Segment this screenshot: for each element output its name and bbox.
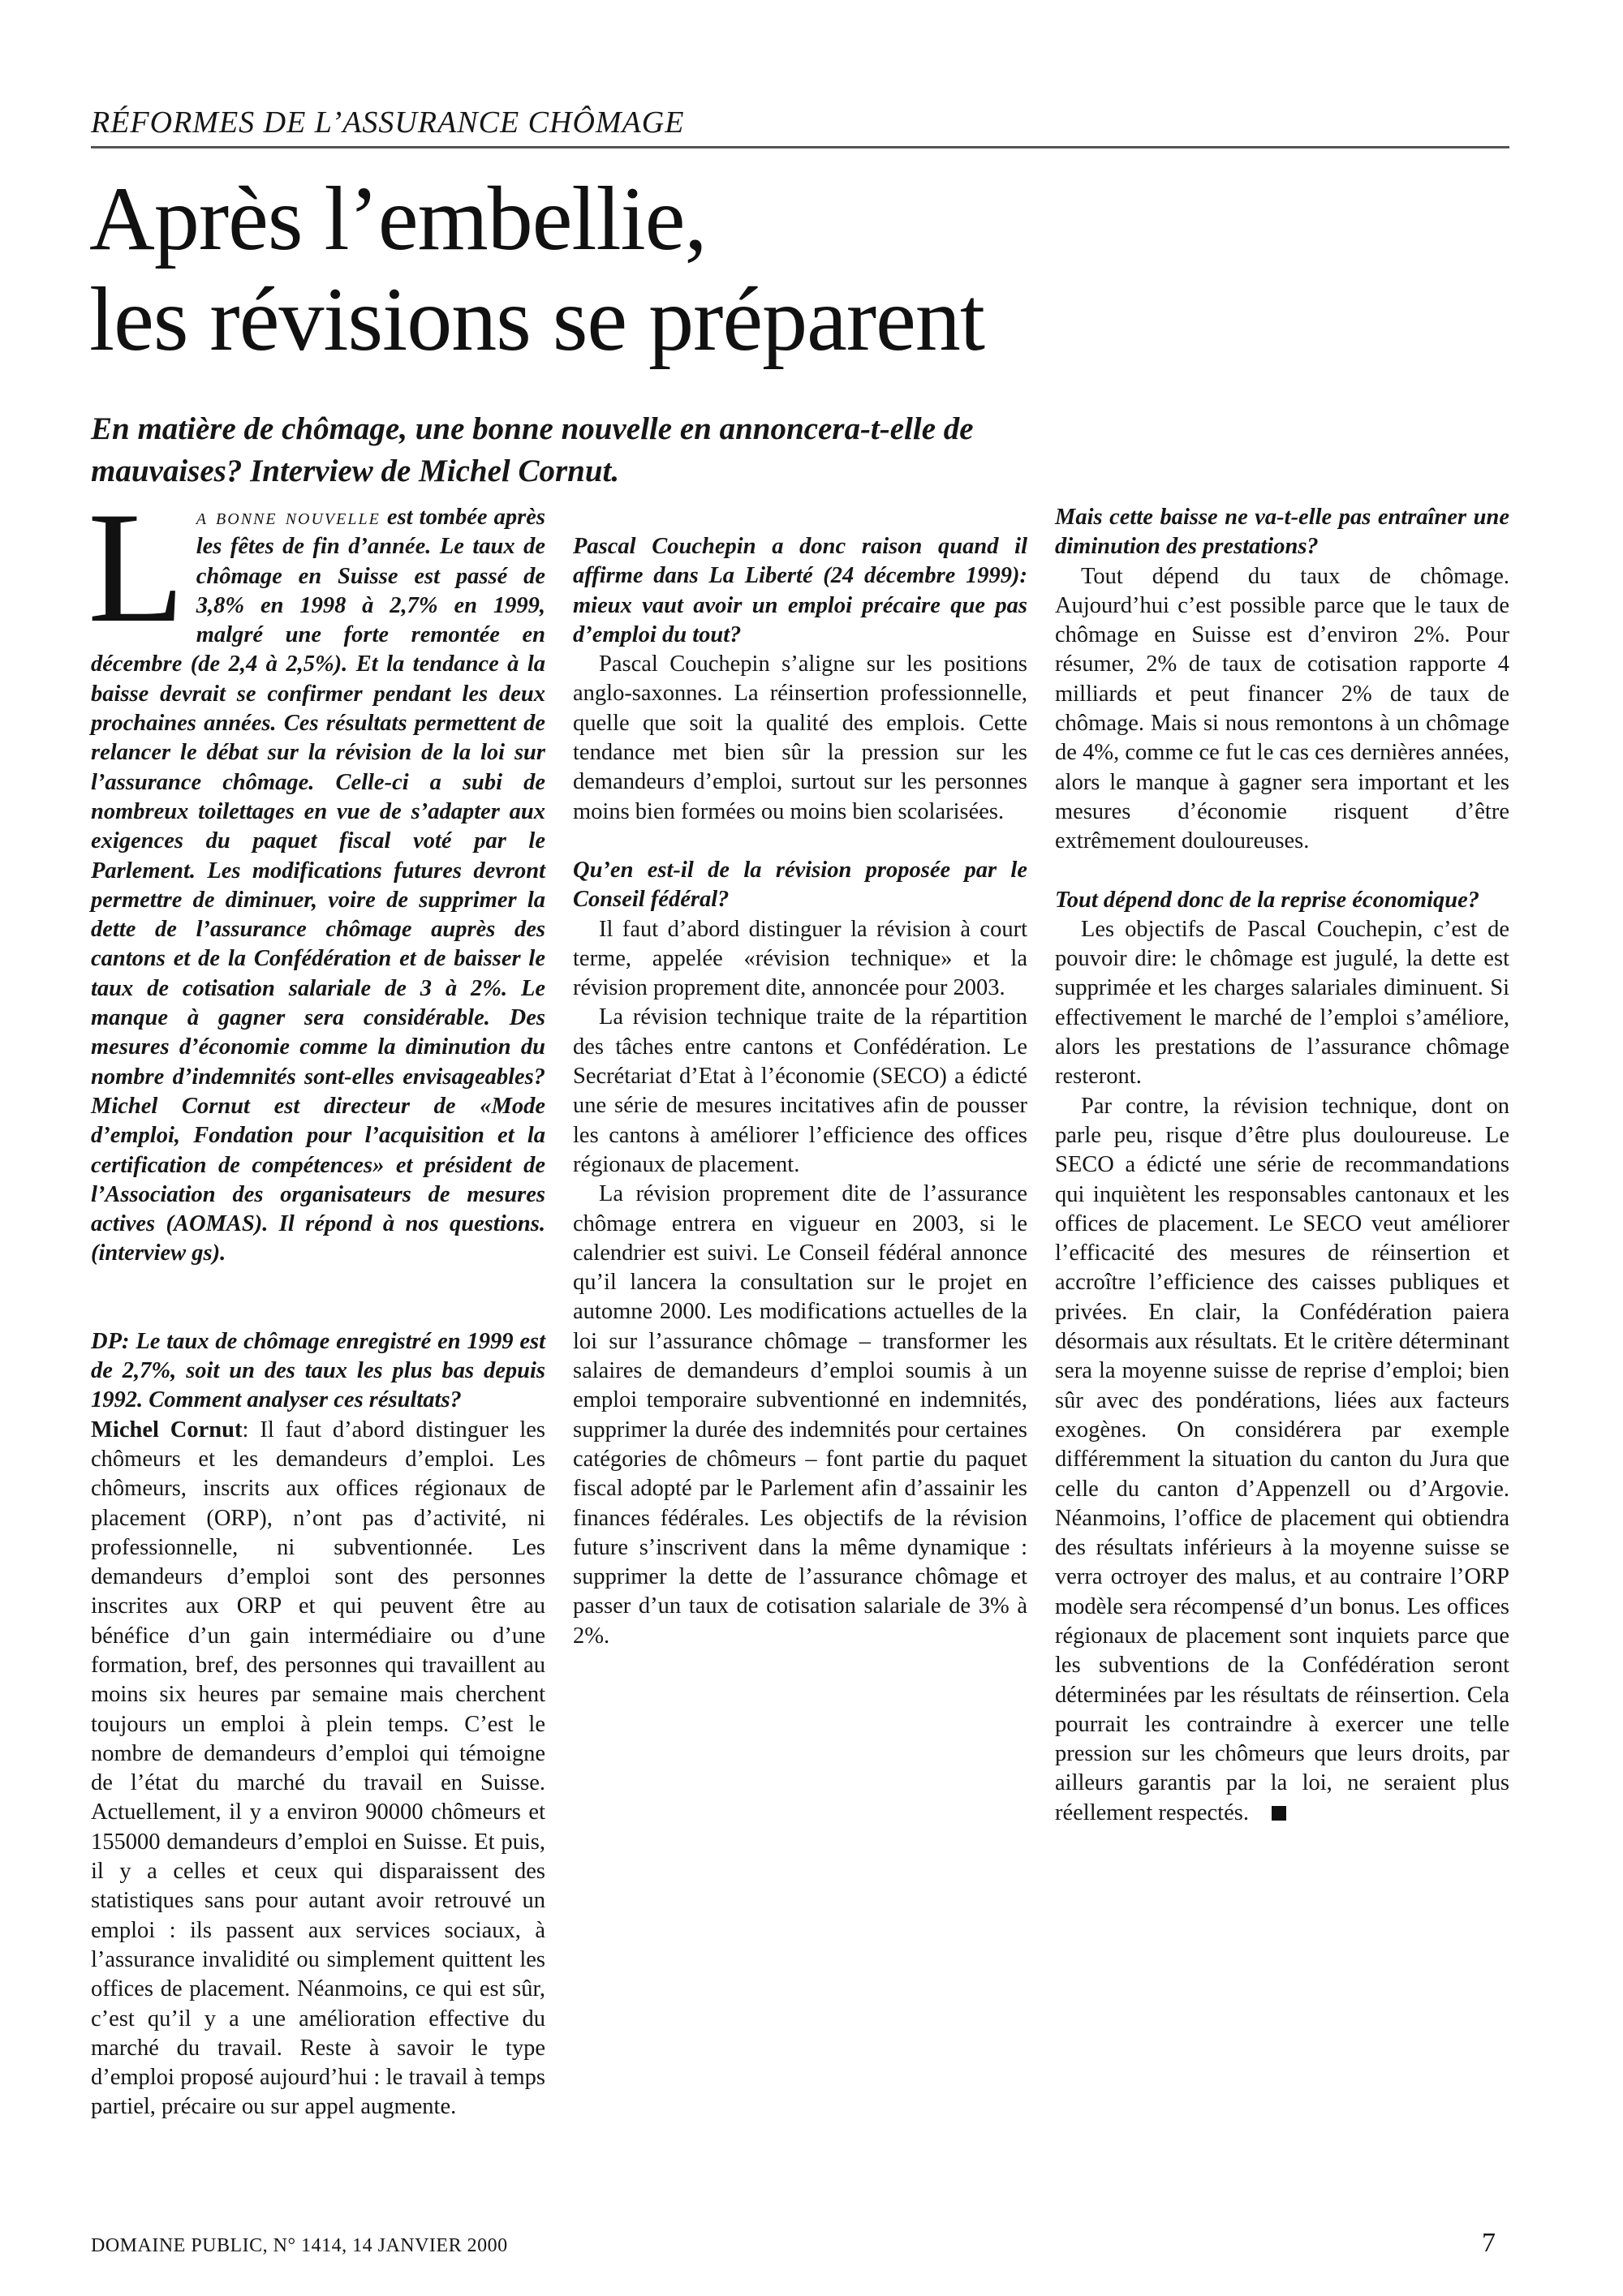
title-line-2: les révisions se préparent xyxy=(89,269,984,370)
intro-paragraph xyxy=(88,479,545,1269)
answer-3-paragraph-2: La révision technique traite de la répartition des tâches entre cantons et Confédération. Le Secrétariat d’Etat à l’économie (SECO) a édicté une série de mesures incitatives afin de pousser les cantons à améliorer l’efficience des offices régionaux de placement. xyxy=(573,1004,1027,1177)
answer-4: Tout dépend du taux de chômage. Aujourd’hui c’est possible parce que le taux de chômage en Suisse est d’environ 2%. Pour résumer, 2% de taux de cotisation rapporte 4 milliards et peut financer 2% de taux de chômage. Mais si nous remontons à un chômage de 4%, comme ce fut le cas ces dernières années, alors le manque à gagner sera important et les mesures d’économie risquent d’être extrêmement douloureuses. xyxy=(1055,563,1509,854)
answer-5-paragraph-2-text: Par contre, la révision technique, dont on parle peu, risque d’être plus douloureuse. Le SECO a édicté une série de recommandations qui inquiètent les responsables cantonaux et les offices de placement. Le SECO veut améliorer l’efficacité des mesures de réinsertion et accroître l’efficience des caisses publiques et privées. En clair, la Confédération paiera désormais aux résultats. Et le critère déterminant sera la moyenne suisse de reprise d’emploi; bien sûr avec des pondérations, liées aux facteurs exogènes. On considérera par exemple différemment la situation du canton du Jura que celle du canton d’Appenzell ou d’Argovie. Néanmoins, l’office de placement qui obtiendra des résultats inférieurs à la moyenne suisse se verra octroyer des malus, et au contraire l’ORP modèle sera récompensé d’un bonus. Les offices régionaux de placement sont inquiets parce que les subventions de la Confédération seront déterminées par les résultats de réinsertion. Cela pourrait les contraindre à exercer une telle pression sur les chômeurs que leurs droits, par ailleurs garantis par la loi, ne seraient plus réellement respectés. xyxy=(1055,1093,1509,1825)
column-2 xyxy=(573,503,1027,1651)
question-4: Mais cette baisse ne va-t-elle pas entraîner une diminution des prestations? xyxy=(1055,505,1509,560)
intro-smallcaps: a bonne nouvelle xyxy=(196,505,381,530)
column-3 xyxy=(1055,503,1509,1828)
answer-5-paragraph-1: Les objectifs de Pascal Couchepin, c’est de pouvoir dire: le chômage est jugulé, la dette est supprimée et les charges salariales diminuent. Si effectivement le marché de l’emploi s’améliore, alors les prestations de l’assurance chômage resteront. xyxy=(1055,916,1509,1090)
question-5: Tout dépend donc de la reprise économique? xyxy=(1055,887,1480,913)
answer-speaker: Michel Cornut xyxy=(91,1417,243,1443)
answer-2: Pascal Couchepin s’aligne sur les positions anglo-saxonnes. La réinsertion professionnelle, quelle que soit la qualité des emplois. Cette tendance met bien sûr la pression sur les demandeurs d’emploi, surtout sur les personnes moins bien formées ou moins bien scolarisées. xyxy=(573,651,1027,824)
end-mark-icon xyxy=(1272,1806,1286,1821)
question-3: Qu’en est-il de la révision proposée par le Conseil fédéral? xyxy=(573,857,1027,913)
lead-line-1: En matière de chômage, une bonne nouvelle en annoncera-t-elle de xyxy=(91,411,974,446)
column-1 xyxy=(88,479,545,2122)
answer-5-paragraph-2 xyxy=(1055,1092,1509,1828)
section-rubric: RÉFORMES DE L’ASSURANCE CHÔMAGE xyxy=(91,105,685,140)
lead-line-2: mauvaises? Interview de Michel Cornut. xyxy=(91,454,620,488)
page-number: 7 xyxy=(1482,2228,1496,2258)
answer-1-text: : Il faut d’abord distinguer les chômeurs et les demandeurs d’emploi. Les chômeurs, inscrits aux offices régionaux de placement (ORP), n’ont pas d’activité, ni professionnelle, ni subventionnée. Les demandeurs d’emploi sont des personnes inscrites aux ORP et qui peuvent être au bénéfice d’un gain intermédiaire ou d’une formation, bref, des personnes qui travaillent au moins six heures par semaine mais cherchent toujours un emploi à plein temps. C’est le nombre de demandeurs d’emploi qui témoigne de l’état du marché du travail en Suisse. Actuellement, il y a environ 90000 chômeurs et 155000 demandeurs d’emploi en Suisse. Et puis, il y a celles et ceux qui disparaissent des statistiques sans pour autant avoir retrouvé un emploi : ils passent aux services sociaux, à l’assurance invalidité ou simplement quittent les offices de placement. Néanmoins, ce qui est sûr, c’est qu’il y a une amélioration effective du marché du travail. Reste à savoir le type d’emploi proposé aujourd’hui : le travail à temps partiel, précaire ou sur appel augmente. xyxy=(91,1417,545,2120)
question-1: DP: Le taux de chômage enregistré en 1999 est de 2,7%, soit un des taux les plus bas depuis 1992. Comment analyser ces résultats? xyxy=(91,1328,545,1413)
title-line-1: Après l’embellie, xyxy=(89,169,707,269)
intro-text: est tombée après les fêtes de fin d’année. Le taux de chômage en Suisse est passé de 3,8% en 1998 à 2,7% en 1999, malgré une forte remontée en décembre (de 2,4 à 2,5%). Et la tendance à la baisse devrait se confirmer pendant les deux prochaines années. Ces résultats permettent de relancer le débat sur la révision de la loi sur l’assurance chômage. Celle-ci a subi de nombreux toilettages en vue de s’adapter aux exigences du paquet fiscal voté par le Parlement. Les modifications futures devront permettre de diminuer, voire de supprimer la dette de l’assurance chômage auprès des cantons et de la Confédération et de baisser le taux de cotisation salariale de 3 à 2%. Le manque à gagner sera considérable. Des mesures d’économie comme la diminution du nombre d’indemnités sont-elles envisageables? Michel Cornut est directeur de «Mode d’emploi, Fondation pour l’acquisition et la certification de compétences» et président de l’Association des organisateurs de mesures actives (AOMAS). Il répond à nos questions. (interview gs). xyxy=(91,505,545,1266)
answer-3-paragraph-1: Il faut d’abord distinguer la révision à court terme, appelée «révision technique» et la révision proprement dite, annoncée pour 2003. xyxy=(573,916,1027,1001)
header-rule xyxy=(91,146,1509,148)
article-title xyxy=(89,169,1509,370)
footer-publication: DOMAINE PUBLIC, N° 1414, 14 JANVIER 2000 xyxy=(91,2235,508,2256)
answer-3-paragraph-3: La révision proprement dite de l’assurance chômage entrera en vigueur en 2003, si le calendrier est suivi. Le Conseil fédéral annonce qu’il lancera la consultation sur le projet en automne 2000. Les modifications actuelles de la loi sur l’assurance chômage – transformer les salaires de demandeurs d’emploi soumis à un emploi temporaire subventionné en indemnités, supprimer la durée des indemnités pour certaines catégories de chômeurs – font partie du paquet fiscal adopté par le Parlement afin d’assainir les finances fédérales. Les objectifs de la révision future s’inscrivent dans la même dynamique : supprimer la dette de l’assurance chômage et passer d’un taux de cotisation salariale de 3% à 2%. xyxy=(573,1181,1027,1649)
article-lead xyxy=(91,408,1243,492)
drop-cap: L xyxy=(88,479,185,656)
answer-1 xyxy=(91,1416,545,2122)
question-2: Pascal Couchepin a donc raison quand il affirme dans La Liberté (24 décembre 1999): mieux vaut avoir un emploi précaire que pas d’emploi du tout? xyxy=(573,534,1027,647)
